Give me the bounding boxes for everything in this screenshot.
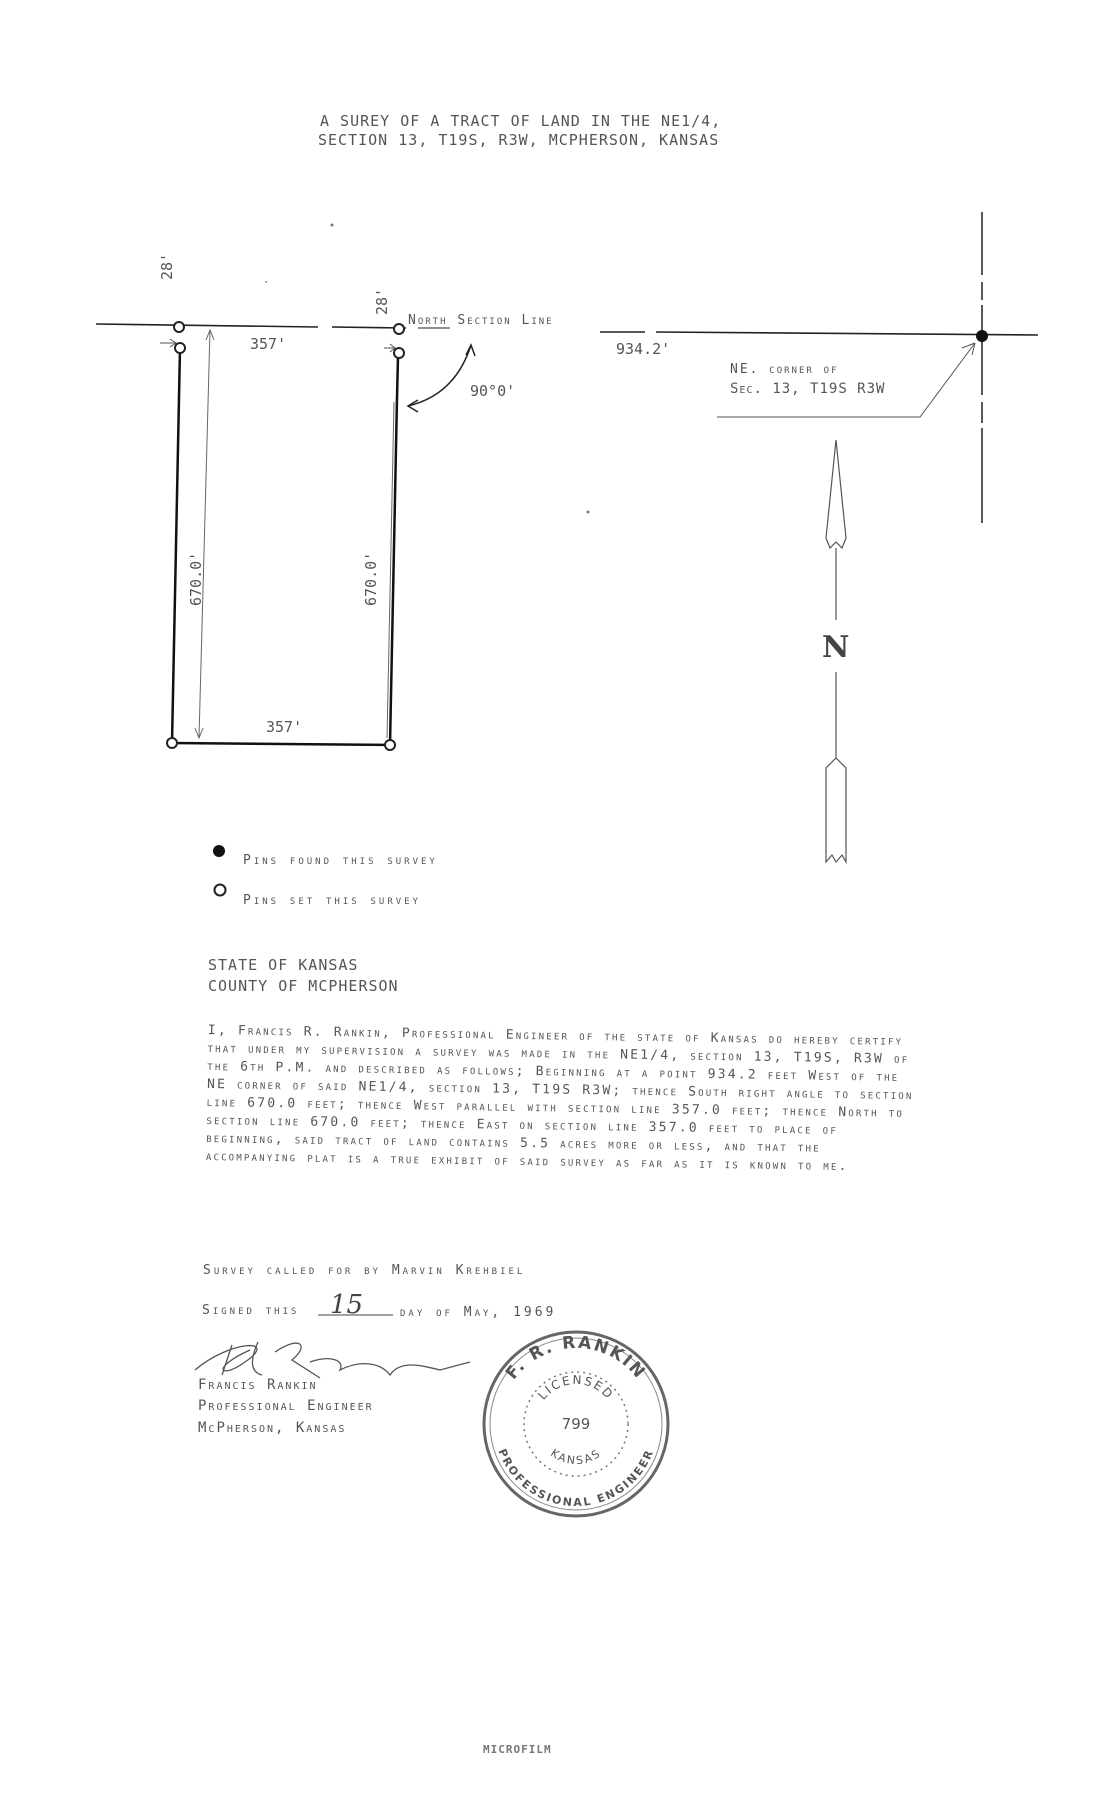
legend-found-label: Pins found this survey [243, 853, 438, 868]
svg-text:KANSAS [548, 1446, 604, 1467]
ne-corner-leader [717, 343, 975, 417]
north-section-line-label: North Section Line [408, 313, 554, 328]
stray-mark [331, 224, 334, 227]
county-line: COUNTY OF MCPHERSON [208, 977, 399, 995]
dimension-934: 934.2' [616, 340, 671, 358]
angle-arc [408, 345, 471, 406]
offset-dimension-right [384, 344, 395, 352]
angle-label: 90°0' [470, 382, 516, 400]
svg-text:LICENSED [535, 1373, 617, 1403]
signed-day: 15 [330, 1290, 364, 1320]
dimension-west-670: 670.0' [187, 551, 205, 606]
document-title-line2: SECTION 13, T19S, R3W, MCPHERSON, KANSAS [318, 131, 720, 149]
pin-set-marker [394, 324, 404, 334]
signer-title: Professional Engineer [198, 1398, 374, 1414]
document-title-line1: A SUREY OF A TRACT OF LAND IN THE NE1/4, [320, 112, 722, 130]
survey-called-for: Survey called for by Marvin Krehbiel [203, 1263, 526, 1278]
signer-name: Francis Rankin [198, 1377, 318, 1393]
dimension-line-west [195, 330, 214, 738]
offset-dimension-left [160, 339, 176, 347]
north-section-line [96, 324, 1038, 335]
handwritten-signature [195, 1342, 470, 1378]
pin-set-marker [394, 348, 404, 358]
signed-prefix: Signed this [202, 1303, 300, 1318]
engineer-seal [484, 1332, 668, 1516]
seal-name: F. R. RANKIN [501, 1332, 650, 1384]
state-line: STATE OF KANSAS [208, 956, 359, 974]
ne-corner-label-line2: Sec. 13, T19S R3W [730, 381, 886, 397]
ne-corner-label-line1: NE. corner of [730, 362, 839, 377]
pin-found-marker [976, 330, 988, 342]
certificate-text: I, Francis R. Rankin, Professional Engineer of the state of Kansas do hereby certify that under my supervision a survey was made in the NE1/4, section 13, T19S, R3W of the 6th P.M. and described as follows; Beginning at a point 934.2 feet West of the NE corner of said NE1/4, section 13, T19S R3W; thence South right angle to section line 670.0 feet; thence West parallel with section line 357.0 feet; thence North to section line 670.0 feet; thence East on section line 357.0 feet to place of beginning, said tract of land contains 5.5 acres more or less, and that the accompanying plat is a true exhibit of said survey as far as it is known to me. [205, 1022, 914, 1175]
signed-suffix: day of May, 1969 [400, 1305, 557, 1320]
north-arrow-label: N [822, 630, 850, 665]
stray-mark [265, 281, 267, 283]
dimension-east-670: 670.0' [362, 551, 380, 606]
offset-label-left: 28' [158, 252, 176, 280]
signer-location: McPherson, Kansas [198, 1420, 347, 1436]
pin-set-marker [167, 738, 177, 748]
dimension-top-357: 357' [250, 335, 287, 353]
stray-mark [587, 511, 590, 514]
pin-set-marker [174, 322, 184, 332]
microfilm-stamp: MICROFILM [483, 1743, 552, 1756]
tract-boundary-east [397, 357, 398, 398]
seal-licensed: LICENSED [535, 1372, 617, 1403]
seal-number: 799 [561, 1415, 591, 1433]
legend-found-symbol [213, 845, 225, 857]
dimension-bottom-357: 357' [266, 718, 303, 736]
offset-label-right: 28' [373, 287, 391, 315]
pin-set-marker [385, 740, 395, 750]
pin-set-marker [175, 343, 185, 353]
tract-boundary [172, 348, 397, 745]
legend-set-label: Pins set this survey [243, 893, 422, 908]
seal-state: KANSAS [548, 1446, 604, 1468]
legend-set-symbol [215, 885, 226, 896]
seal-title: PROFESSIONAL ENGINEER [495, 1446, 657, 1510]
